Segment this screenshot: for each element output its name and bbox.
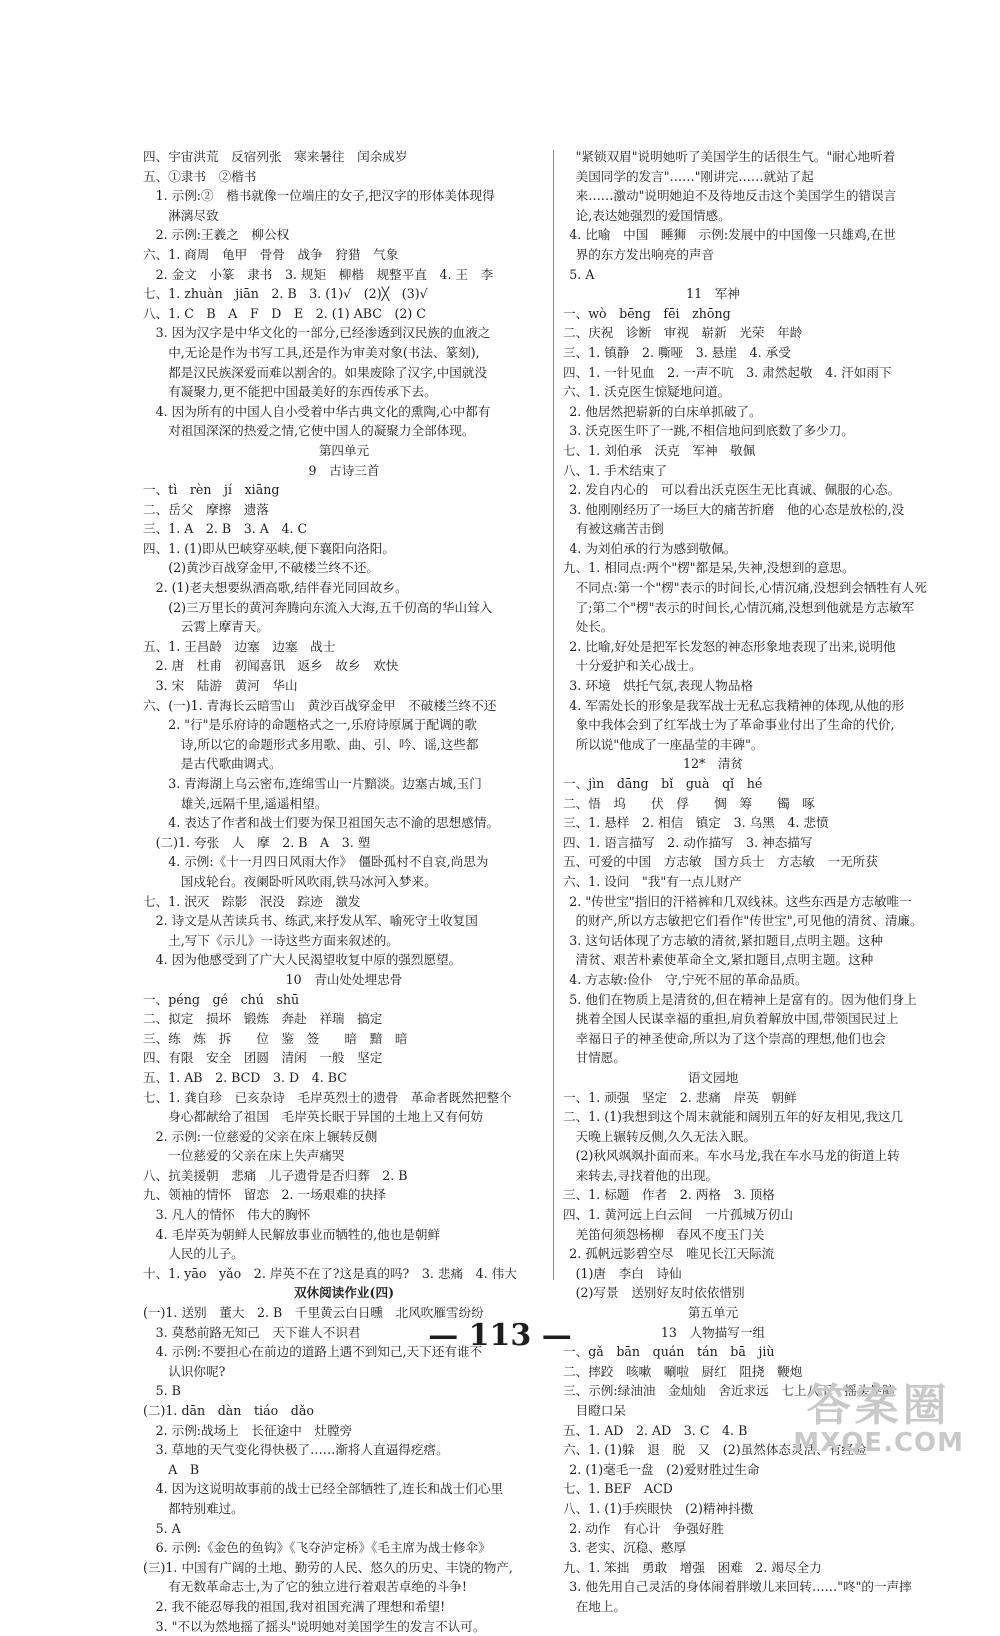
answer-line: 来转去,寻找着他的出现。 xyxy=(575,1167,719,1183)
answer-line: 九、领袖的情怀 留恋 2. 一场艰难的抉择 xyxy=(143,1187,386,1203)
answer-line: 都特别难过。 xyxy=(168,1500,244,1516)
answer-line: 六、1. 设问 "我"有一点儿财产 xyxy=(563,873,742,889)
answer-line: 二、岳父 摩擦 遗落 xyxy=(143,501,269,517)
answer-line: 一、jìn dāng bǐ guà qǐ hé xyxy=(563,776,763,791)
answer-line: 4. 因为所有的中国人自小受着中华古典文化的熏陶,心中都有 xyxy=(155,403,491,419)
answer-line: 幸福日子的神圣使命,所以为了这个崇高的理想,他们也会 xyxy=(575,1030,886,1046)
answer-line: 对祖国深深的热爱之情,它使中国人的凝聚力全部体现。 xyxy=(168,423,475,439)
section-heading: 12* 清贫 xyxy=(682,756,744,772)
answer-line: 二、庆祝 诊断 审视 崭新 光荣 年龄 xyxy=(563,325,803,341)
answer-line: 目瞪口呆 xyxy=(575,1403,626,1418)
answer-line: 5. 他们在物质上是清贫的,但在精神上是富有的。因为他们身上 xyxy=(569,991,917,1007)
answer-line: 四、宇宙洪荒 反宿列张 寒来暑往 闰余成岁 xyxy=(143,149,408,164)
answer-line: 4. 示例:不要担心在前边的道路上遇不到知己,天下还有谁不 xyxy=(155,1344,483,1360)
answer-line: 3. "不以为然地摇了摇头"说明她对美国学生的发言不认可。 xyxy=(155,1618,486,1634)
answer-line: 六、1. 商周 龟甲 骨骨 战争 狩猎 气象 xyxy=(143,246,399,262)
answer-line: 三、示例:绿油油 金灿灿 舍近求远 七上八下 摇头晃脑 xyxy=(563,1383,895,1399)
answer-line: 八、抗美援朝 悲痛 儿子遗骨是否归葬 2. B xyxy=(143,1167,408,1183)
answer-line: 1. 示例:② 楷书就像一位端庄的女子,把汉字的形体美体现得 xyxy=(155,188,495,204)
answer-line: 4. 示例:《十一月四日风雨大作》 僵卧孤村不自哀,尚思为 xyxy=(168,854,489,870)
answer-line: 3. 青海湖上乌云密布,连绵雪山一片黯淡。边塞古城,玉门 xyxy=(168,776,482,791)
answer-line: 四、1. 语言描写 2. 动作描写 3. 神态描写 xyxy=(563,834,813,850)
answer-line: 4. 毛岸英为朝鲜人民解放事业而牺牲的,他也是朝鲜 xyxy=(155,1226,441,1242)
answer-line: 美国同学的发言"……"刚讲完……就站了起 xyxy=(575,168,814,184)
answer-line: 了;第二个"楞"表示的时间长,心情沉痛,没想到他就是方志敏军 xyxy=(575,599,915,615)
answer-line: 2. 我不能忍辱我的祖国,我对祖国充满了理想和希望! xyxy=(155,1598,446,1614)
answer-line: 2. 孤帆远影碧空尽 唯见长江天际流 xyxy=(569,1246,775,1262)
answer-line: "紧锁双眉"说明她听了美国学生的话很生气。"耐心地听着 xyxy=(575,149,896,164)
section-heading: 10 青山处处埋忠骨 xyxy=(285,971,403,987)
answer-line: 所以说"他成了一座晶莹的丰碑"。 xyxy=(575,736,764,752)
answer-line: 三、1. A 2. B 3. A 4. C xyxy=(143,521,308,537)
answer-line: 2. 金文 小篆 隶书 3. 规矩 柳楷 规整平直 4. 王 李 xyxy=(155,266,494,282)
answer-line: 七、1. 刘伯承 沃克 军神 敬佩 xyxy=(563,442,756,458)
answer-line: 在地上。 xyxy=(575,1598,626,1614)
watermark-logo xyxy=(793,1380,964,1458)
answer-line: 七、1. 泯灭 踪影 泯没 踪迹 激发 xyxy=(143,893,361,909)
answer-line: 2. 唐 杜甫 初闻喜讯 返乡 故乡 欢快 xyxy=(155,658,399,674)
answer-line: 四、1. 一针见血 2. 一声不吭 3. 肃然起敬 4. 汗如雨下 xyxy=(563,364,892,380)
answer-line: 4. 表达了作者和战士们要为保卫祖国矢志不渝的思想感情。 xyxy=(168,815,500,831)
answer-line: 清贫、艰苦朴素使革命全文,紧扣题目,点明主题。这种 xyxy=(575,952,874,968)
section-heading: 11 军神 xyxy=(686,286,740,302)
answer-line: 六、1. (1)躲 退 脱 又 (2)虽然体态灵活、有经验 xyxy=(563,1442,867,1458)
answer-line: (1)唐 李白 诗仙 xyxy=(575,1265,682,1281)
answer-line: 处长。 xyxy=(575,619,614,635)
answer-line: 一、péng gé chú shū xyxy=(143,991,300,1007)
answer-line: 四、1. 黄河远上白云间 一片孤城万仞山 xyxy=(563,1207,794,1223)
answer-line: 象中我体会到了红军战士为了革命事业付出了生命的代价, xyxy=(575,717,895,733)
answer-line: 4. 为刘伯承的行为感到敬佩。 xyxy=(569,540,737,556)
answer-line: 一、gǎ bān quán tán bā jiù xyxy=(563,1344,775,1360)
answer-line: 三、1. 标题 作者 2. 两格 3. 顶格 xyxy=(563,1187,775,1203)
answer-line: 2. 示例:战场上 长征途中 灶膛旁 xyxy=(155,1422,353,1438)
answer-line: (2)黄沙百战穿金甲,不破楼兰终不还。 xyxy=(168,560,379,576)
answer-line: 国戍轮台。夜阑卧听风吹雨,铁马冰河入梦来。 xyxy=(180,873,437,889)
answer-line: 2. "传世宝"指旧的汗褡裤和几双线袜。这些东西是方志敏唯一 xyxy=(569,893,912,909)
answer-line: 4. 军需处长的形象是我军战士无私忘我精神的体现,从他的形 xyxy=(569,697,905,713)
answer-line: 十分爱护和关心战士。 xyxy=(575,658,702,674)
answer-line: 挑着全国人民谋幸福的重担,肩负着解放中国,带领国民过上 xyxy=(575,1011,899,1027)
answer-line: 一、wò bēng fēi zhōng xyxy=(563,305,731,321)
answer-line: 七、1. BEF ACD xyxy=(563,1481,673,1497)
watermark-title: 答案圈 xyxy=(806,1380,951,1431)
answer-line: 身心都献给了祖国 毛岸英长眠于异国的土地上又有何妨 xyxy=(168,1109,484,1125)
answer-line: (二)1. dān dàn tiáo dǎo xyxy=(143,1403,314,1418)
answer-line: 五、1. AD 2. AD 3. C 4. B xyxy=(563,1422,748,1438)
answer-line: (三)1. 中国有广阔的土地、勤劳的人民、悠久的历史、丰饶的物产, xyxy=(143,1559,513,1575)
answer-line: A B xyxy=(168,1461,200,1477)
answer-line: 4. 因为他感受到了广大人民渴望收复中原的强烈愿望。 xyxy=(155,952,462,968)
answer-line: 3. 因为汉字是中华文化的一部分,已经渗透到汉民族的血液之 xyxy=(155,325,491,341)
left-column xyxy=(143,147,545,1636)
answer-line: 二、1. (1)我想到这个周末就能和阔别五年的好友相见,我这几 xyxy=(563,1109,904,1125)
answer-line: 八、1. 手术结束了 xyxy=(563,462,668,478)
section-heading: 9 古诗三首 xyxy=(308,462,380,478)
answer-line: 3. 环境 烘托气氛,表现人物品格 xyxy=(569,678,754,694)
answer-line: 3. 老实、沉稳、憨厚 xyxy=(569,1540,687,1556)
answer-line: 四、有限 安全 团圆 清闲 一般 坚定 xyxy=(143,1050,383,1066)
answer-line: 诗,所以它的命题形式多用歌、曲、引、吟、谣,这些都 xyxy=(180,736,479,752)
answer-line: 八、1. (1)手疾眼快 (2)精神抖擞 xyxy=(563,1500,754,1516)
answer-line: 是古代歌曲调式。 xyxy=(180,756,282,772)
answer-line: 二、悟 坞 伏 俘 惆 筹 镯 啄 xyxy=(563,795,815,811)
answer-line: 6. 示例:《金色的鱼钩》《飞夺泸定桥》《毛主席为战士修伞》 xyxy=(155,1540,491,1556)
answer-line: 3. 沃克医生吓了一跳,不相信地问到底数了多少刀。 xyxy=(569,423,854,439)
answer-line: 有无数革命志士,为了它的独立进行着艰苦卓绝的斗争! xyxy=(168,1579,467,1595)
answer-line: 2. 动作 有心计 争强好胜 xyxy=(569,1520,724,1536)
answer-line: 五、①隶书 ②楷书 xyxy=(143,168,257,184)
page-number: — 113 — xyxy=(428,1318,572,1353)
answer-line: 五、可爱的中国 方志敏 国方兵士 方志敏 一无所获 xyxy=(563,854,878,870)
answer-line: 二、拟定 损坏 锻炼 奔赴 祥瑞 搞定 xyxy=(143,1011,383,1027)
answer-line: 十、1. yāo yǎo 2. 岸英不在了?这是真的吗? 3. 悲痛 4. 伟大 xyxy=(143,1265,517,1281)
answer-line: 一位慈爱的父亲在床上失声痛哭 xyxy=(168,1148,345,1164)
answer-line: 有被这痛苦击倒 xyxy=(575,521,664,537)
answer-line: (2)秋风飒飒扑面而来。车水马龙,我在车水马龙的街道上转 xyxy=(575,1148,900,1164)
answer-line: 土,写下《示儿》一诗这些方面来叙述的。 xyxy=(168,932,399,948)
answer-line: 2. (1)老夫想要纵酒高歌,结伴春光同回故乡。 xyxy=(155,580,408,596)
answer-line: 认识你呢? xyxy=(168,1363,226,1379)
answer-line: 3. 宋 陆游 黄河 华山 xyxy=(155,678,298,694)
answer-line: 三、练 炼 拆 位 鉴 签 暗 黯 暗 xyxy=(143,1030,408,1046)
answer-line: 2. 示例:王羲之 柳公权 xyxy=(155,227,290,243)
answer-line: 3. 这句话体现了方志敏的清贫,紧扣题目,点明主题。这种 xyxy=(569,932,883,948)
answer-line: 4. 比喻 中国 睡狮 示例:发展中的中国像一只雄鸡,在世 xyxy=(569,227,896,243)
answer-line: 来……激动"说明她迫不及待地反击这个美国学生的错误言 xyxy=(575,188,897,204)
answer-line: 3. 凡人的情怀 伟大的胸怀 xyxy=(155,1207,311,1223)
answer-line: 3. 莫愁前路无知己 天下谁人不识君 xyxy=(155,1324,361,1340)
answer-line: 淋漓尽致 xyxy=(168,207,219,223)
answer-line: (二)1. 夸张 人 摩 2. B A 3. 塑 xyxy=(155,834,371,850)
answer-line: 六、(一)1. 青海长云暗雪山 黄沙百战穿金甲 不破楼兰终不还 xyxy=(143,697,497,713)
answer-line: 3. 草地的天气变化得快极了……渐将人直逼得疙瘩。 xyxy=(155,1442,449,1458)
answer-line: 八、1. C B A F D E 2. (1) ABC (2) C xyxy=(143,305,426,321)
answer-line: (2)三万里长的黄河奔腾向东流入大海,五千仞高的华山耸入 xyxy=(168,599,493,615)
answer-line: 4. 因为这说明故事前的战士已经全部牺牲了,连长和战士们心里 xyxy=(155,1481,504,1497)
answer-line: 六、1. 沃克医生惊疑地问道。 xyxy=(563,384,731,400)
answer-line: 三、1. 镇静 2. 嘶哑 3. 悬崖 4. 承受 xyxy=(563,344,791,360)
answer-line: 二、摔跤 咳嗽 唰啦 厨红 阻挠 鞭炮 xyxy=(563,1363,803,1379)
answer-line: 九、1. 笨拙 勇敢 增强 困难 2. 竭尽全力 xyxy=(563,1559,822,1575)
section-heading: 13 人物描写一组 xyxy=(660,1324,766,1340)
answer-line: 界的东方发出响亮的声音 xyxy=(575,246,715,262)
answer-line: 中,无论是作为书写工具,还是作为审美对象(书法、篆刻), xyxy=(168,344,480,360)
answer-line: (一)1. 送别 董大 2. B 千里黄云白日曛 北风吹雁雪纷纷 xyxy=(143,1305,484,1321)
answer-line: 雄关,远隔千里,遥遥相望。 xyxy=(180,795,328,811)
answer-line: 5. A xyxy=(155,1520,181,1536)
answer-line: 五、1. AB 2. BCD 3. D 4. BC xyxy=(143,1069,347,1085)
answer-line: 一、1. 顽强 坚定 2. 悲痛 岸英 朝鲜 xyxy=(563,1089,797,1105)
answer-line: (2)写景 送别好友时依依惜别 xyxy=(575,1285,745,1301)
answer-line: 有凝聚力,更不能把中国最美好的东西传承下去。 xyxy=(168,384,437,400)
answer-line: 七、1. 龚自珍 已亥杂诗 毛岸英烈士的遗骨 革命者既然把整个 xyxy=(143,1089,512,1105)
answer-line: 2. 诗文是从苦读兵书、练武,来抒发从军、喻死守土收复国 xyxy=(155,913,478,929)
answer-line: 云霄上摩青天。 xyxy=(180,619,269,635)
answer-line: 5. A xyxy=(569,266,595,282)
answer-line: 四、1. (1)即从巴峡穿巫峡,便下襄阳向洛阳。 xyxy=(143,540,395,556)
answer-line: 羌笛何须怨杨柳 春风不度玉门关 xyxy=(575,1226,765,1242)
answer-line: 一、tì rèn jí xiāng xyxy=(143,482,280,498)
answer-line: 五、1. 王昌龄 边塞 边塞 战士 xyxy=(143,638,336,654)
answer-line: 论,表达她强烈的爱国情感。 xyxy=(575,207,731,223)
answer-line: 人民的儿子。 xyxy=(168,1246,244,1262)
answer-line: 2. 发自内心的 可以看出沃克医生无比真诚、佩服的心态。 xyxy=(569,482,901,498)
section-heading: 第四单元 xyxy=(318,442,370,458)
answer-line: 3. 他刚刚经历了一场巨大的痛苦折磨 他的心态是放松的,没 xyxy=(569,501,905,517)
answer-line: 都是汉民族深爱而难以割舍的。如果废除了汉字,中国就没 xyxy=(168,364,488,380)
answer-line: 3. 他先用自己灵活的身体闹着胖墩儿来回转……"咚"的一声摔 xyxy=(569,1579,912,1595)
column-divider xyxy=(553,150,554,1280)
answer-line: 2. 比喻,好处是把军长发怒的神态形象地表现了出来,说明他 xyxy=(569,638,896,654)
answer-line: 4. 方志敏:俭仆 守,宁死不屈的革命品质。 xyxy=(569,971,808,987)
answer-line: 天晚上辗转反侧,久久无法入眠。 xyxy=(575,1128,756,1144)
answer-line: 2. (1)毫毛一盘 (2)爱财胜过生命 xyxy=(569,1461,760,1477)
answer-line: 2. "行"是乐府诗的命题格式之一,乐府诗原属于配调的歌 xyxy=(168,717,477,733)
answer-line: 不同点:第一个"楞"表示的时间长,心情沉痛,没想到会牺牲有人死 xyxy=(575,580,927,596)
section-heading: 双休阅读作业(四) xyxy=(293,1285,395,1301)
answer-line: 的财产,所以方志敏把它们看作"传世宝",可见他的清贫、清廉。 xyxy=(575,913,923,929)
section-heading: 第五单元 xyxy=(687,1305,739,1321)
answer-line: 甘情愿。 xyxy=(575,1050,626,1066)
watermark-url: MXQE.COM xyxy=(793,1428,964,1458)
answer-line: 九、1. 相同点:两个"楞"都是呆,失神,没想到的意思。 xyxy=(563,560,855,576)
answer-line: 2. 示例:一位慈爱的父亲在床上辗转反侧 xyxy=(155,1128,378,1144)
answer-line: 七、1. zhuàn jiān 2. B 3. (1)√ (2)╳ (3)√ xyxy=(143,286,428,302)
section-heading: 语文园地 xyxy=(687,1069,739,1085)
answer-line: 2. 他居然把崭新的白床单抓破了。 xyxy=(569,403,762,419)
answer-line: 三、1. 悬样 2. 相信 镇定 3. 乌黑 4. 悲愤 xyxy=(563,815,829,831)
answer-line: 5. B xyxy=(155,1383,181,1399)
